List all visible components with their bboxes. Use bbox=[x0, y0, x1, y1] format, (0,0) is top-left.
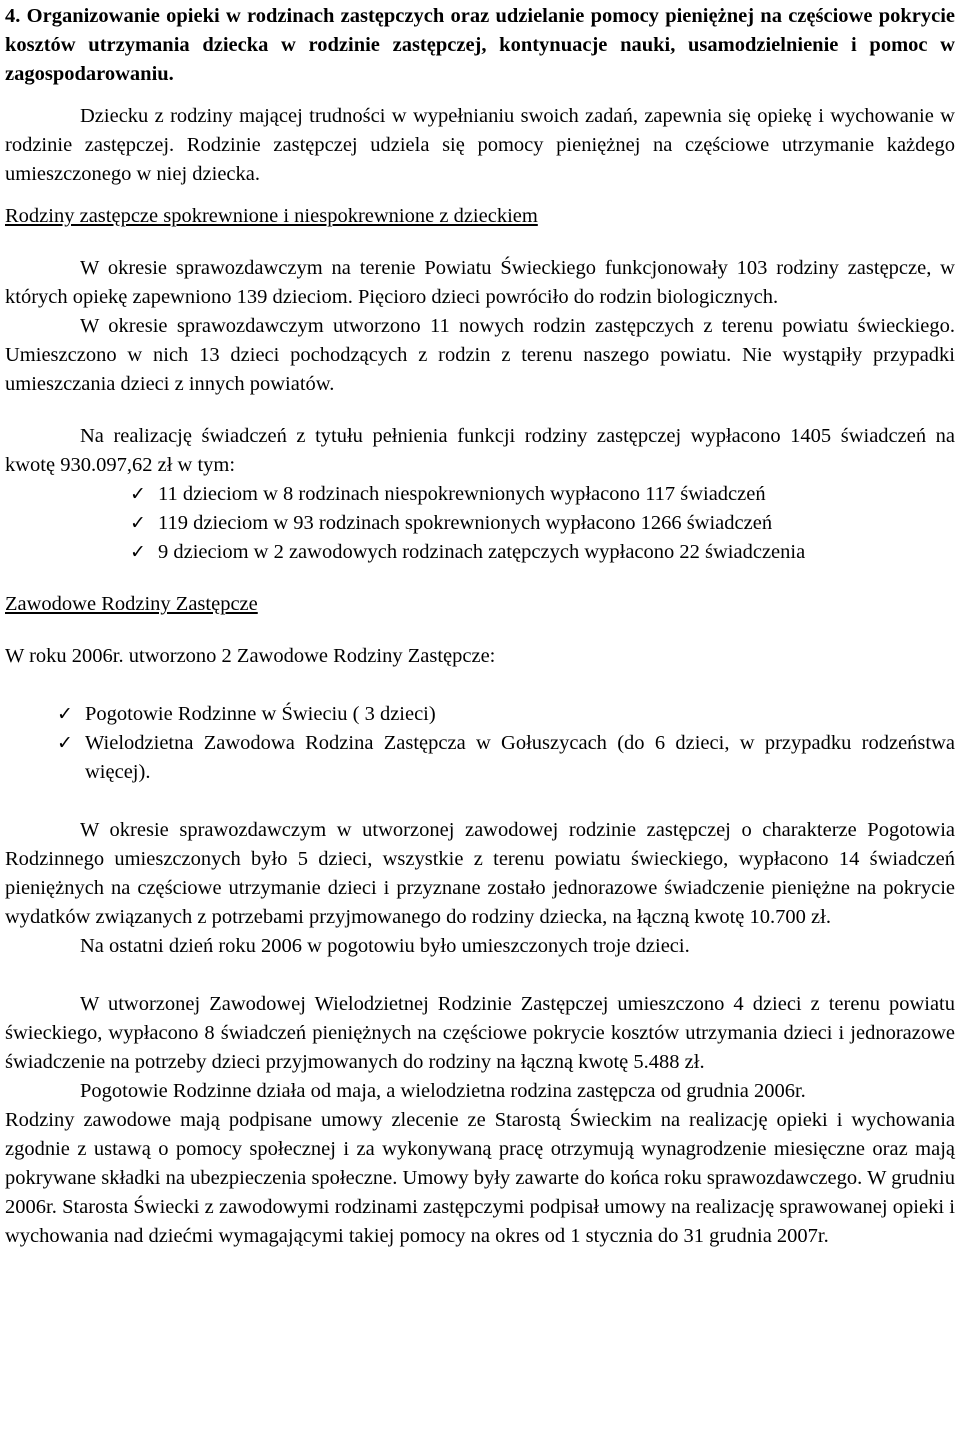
checkmark-icon: ✓ bbox=[130, 541, 146, 563]
list-item: ✓ 119 dzieciom w 93 rodzinach spokrewnionych wypłacono 1266 świadczeń bbox=[130, 509, 955, 538]
benefits-list bbox=[130, 480, 955, 567]
paragraph-year-end: Na ostatni dzień roku 2006 w pogotowiu było umieszczonych troje dzieci. bbox=[80, 935, 690, 957]
section-title-foster-families bbox=[5, 202, 955, 231]
list-item: ✓ Pogotowie Rodzinne w Świeciu ( 3 dzieci) bbox=[57, 700, 955, 729]
checkmark-icon: ✓ bbox=[130, 512, 146, 534]
paragraph-large-family: W utworzonej Zawodowej Wielodzietnej Rodzinie Zastępczej umieszczono 4 dzieci z terenu powiatu świeckiego, wypłacono 8 świadczeń pieniężnych na częściowe pokrycie kosztów utrzymania dzieci i jednorazowe świadczenie na potrzeby dzieci przyjmowanych do rodziny na łączną kwotę 5.488 zł. bbox=[5, 993, 955, 1073]
intro-paragraph: Dziecku z rodziny mającej trudności w wypełnianiu swoich zadań, zapewnia się opiekę i wychowanie w rodzinie zastępczej. Rodzinie zastępczej udziela się pomocy pieniężnej na częściowe utrzymanie każdego umieszczonego w niej dziecka. bbox=[5, 105, 955, 185]
section-title-text: Rodziny zastępcze spokrewnione i niespokrewnione z dzieckiem bbox=[5, 205, 538, 227]
paragraph-emergency-family: W okresie sprawozdawczym w utworzonej zawodowej rodzinie zastępczej o charakterze Pogotowia Rodzinnego umieszczonych było 5 dzieci, wszystkie z terenu powiatu świeckiego, wypłacono 14 świadczeń pieniężnych na częściowe utrzymanie dzieci i przyznane zostało jednorazowe świadczenie pieniężne na pokrycie wydatków związanych z potrzebami przyjmowanego do rodziny dziecka, na łączną kwotę 10.700 zł. bbox=[5, 819, 955, 928]
paragraph-families-count: W okresie sprawozdawczym na terenie Powiatu Świeckiego funkcjonowały 103 rodziny zastępcze, w których opiekę zapewniono 139 dzieciom. Pięcioro dzieci powróciło do rodzin biologicznych. bbox=[5, 257, 955, 308]
section-heading: 4. Organizowanie opieki w rodzinach zastępczych oraz udzielanie pomocy pieniężnej na częściowe pokrycie kosztów utrzymania dziecka w rodzinie zastępczej, kontynuacje nauki, usamodzielnienie i pomoc w zagospodarowaniu. bbox=[5, 5, 955, 85]
paragraph-operation-dates: Pogotowie Rodzinne działa od maja, a wielodzietna rodzina zastępcza od grudnia 2006r. bbox=[80, 1080, 806, 1102]
checkmark-icon: ✓ bbox=[57, 732, 73, 754]
list-item: ✓ 9 dzieciom w 2 zawodowych rodzinach zatępczych wypłacono 22 świadczenia bbox=[130, 538, 955, 567]
list-item: ✓ Wielodzietna Zawodowa Rodzina Zastępcza w Gołuszycach (do 6 dzieci, w przypadku rodzeństwa więcej). bbox=[57, 729, 955, 787]
checkmark-icon: ✓ bbox=[130, 483, 146, 505]
paragraph-created-2006: W roku 2006r. utworzono 2 Zawodowe Rodziny Zastępcze: bbox=[5, 645, 496, 667]
section-title-text: Zawodowe Rodziny Zastępcze bbox=[5, 593, 258, 615]
paragraph-contracts: Rodziny zawodowe mają podpisane umowy zlecenie ze Starostą Świeckim na realizację opieki i wychowania zgodnie z ustawą o pomocy społecznej i za wykonywaną pracę otrzymują wynagrodzenie miesięczne oraz mają pokrywane składki na ubezpieczenia społeczne. Umowy były zawarte do końca roku sprawozdawczego. W grudniu 2006r. Starosta Świecki z zawodowymi rodzinami zastępczymi podpisał umowy na realizację sprawowanej opieki i wychowania nad dziećmi wymagającymi takiej pomocy na okres od 1 stycznia do 31 grudnia 2007r. bbox=[5, 1109, 955, 1247]
checkmark-icon: ✓ bbox=[57, 703, 73, 725]
section-title-professional-families bbox=[5, 590, 955, 619]
paragraph-benefits: Na realizację świadczeń z tytułu pełnienia funkcji rodziny zastępczej wypłacono 1405 świadczeń na kwotę 930.097,62 zł w tym: bbox=[5, 425, 955, 476]
professional-families-list bbox=[57, 700, 955, 787]
paragraph-new-families: W okresie sprawozdawczym utworzono 11 nowych rodzin zastępczych z terenu powiatu świeckiego. Umieszczono w nich 13 dzieci pochodzących z rodzin z terenu naszego powiatu. Nie wystąpiły przypadki umieszczania dzieci z innych powiatów. bbox=[5, 315, 955, 395]
list-item: ✓ 11 dzieciom w 8 rodzinach niespokrewnionych wypłacono 117 świadczeń bbox=[130, 480, 955, 509]
